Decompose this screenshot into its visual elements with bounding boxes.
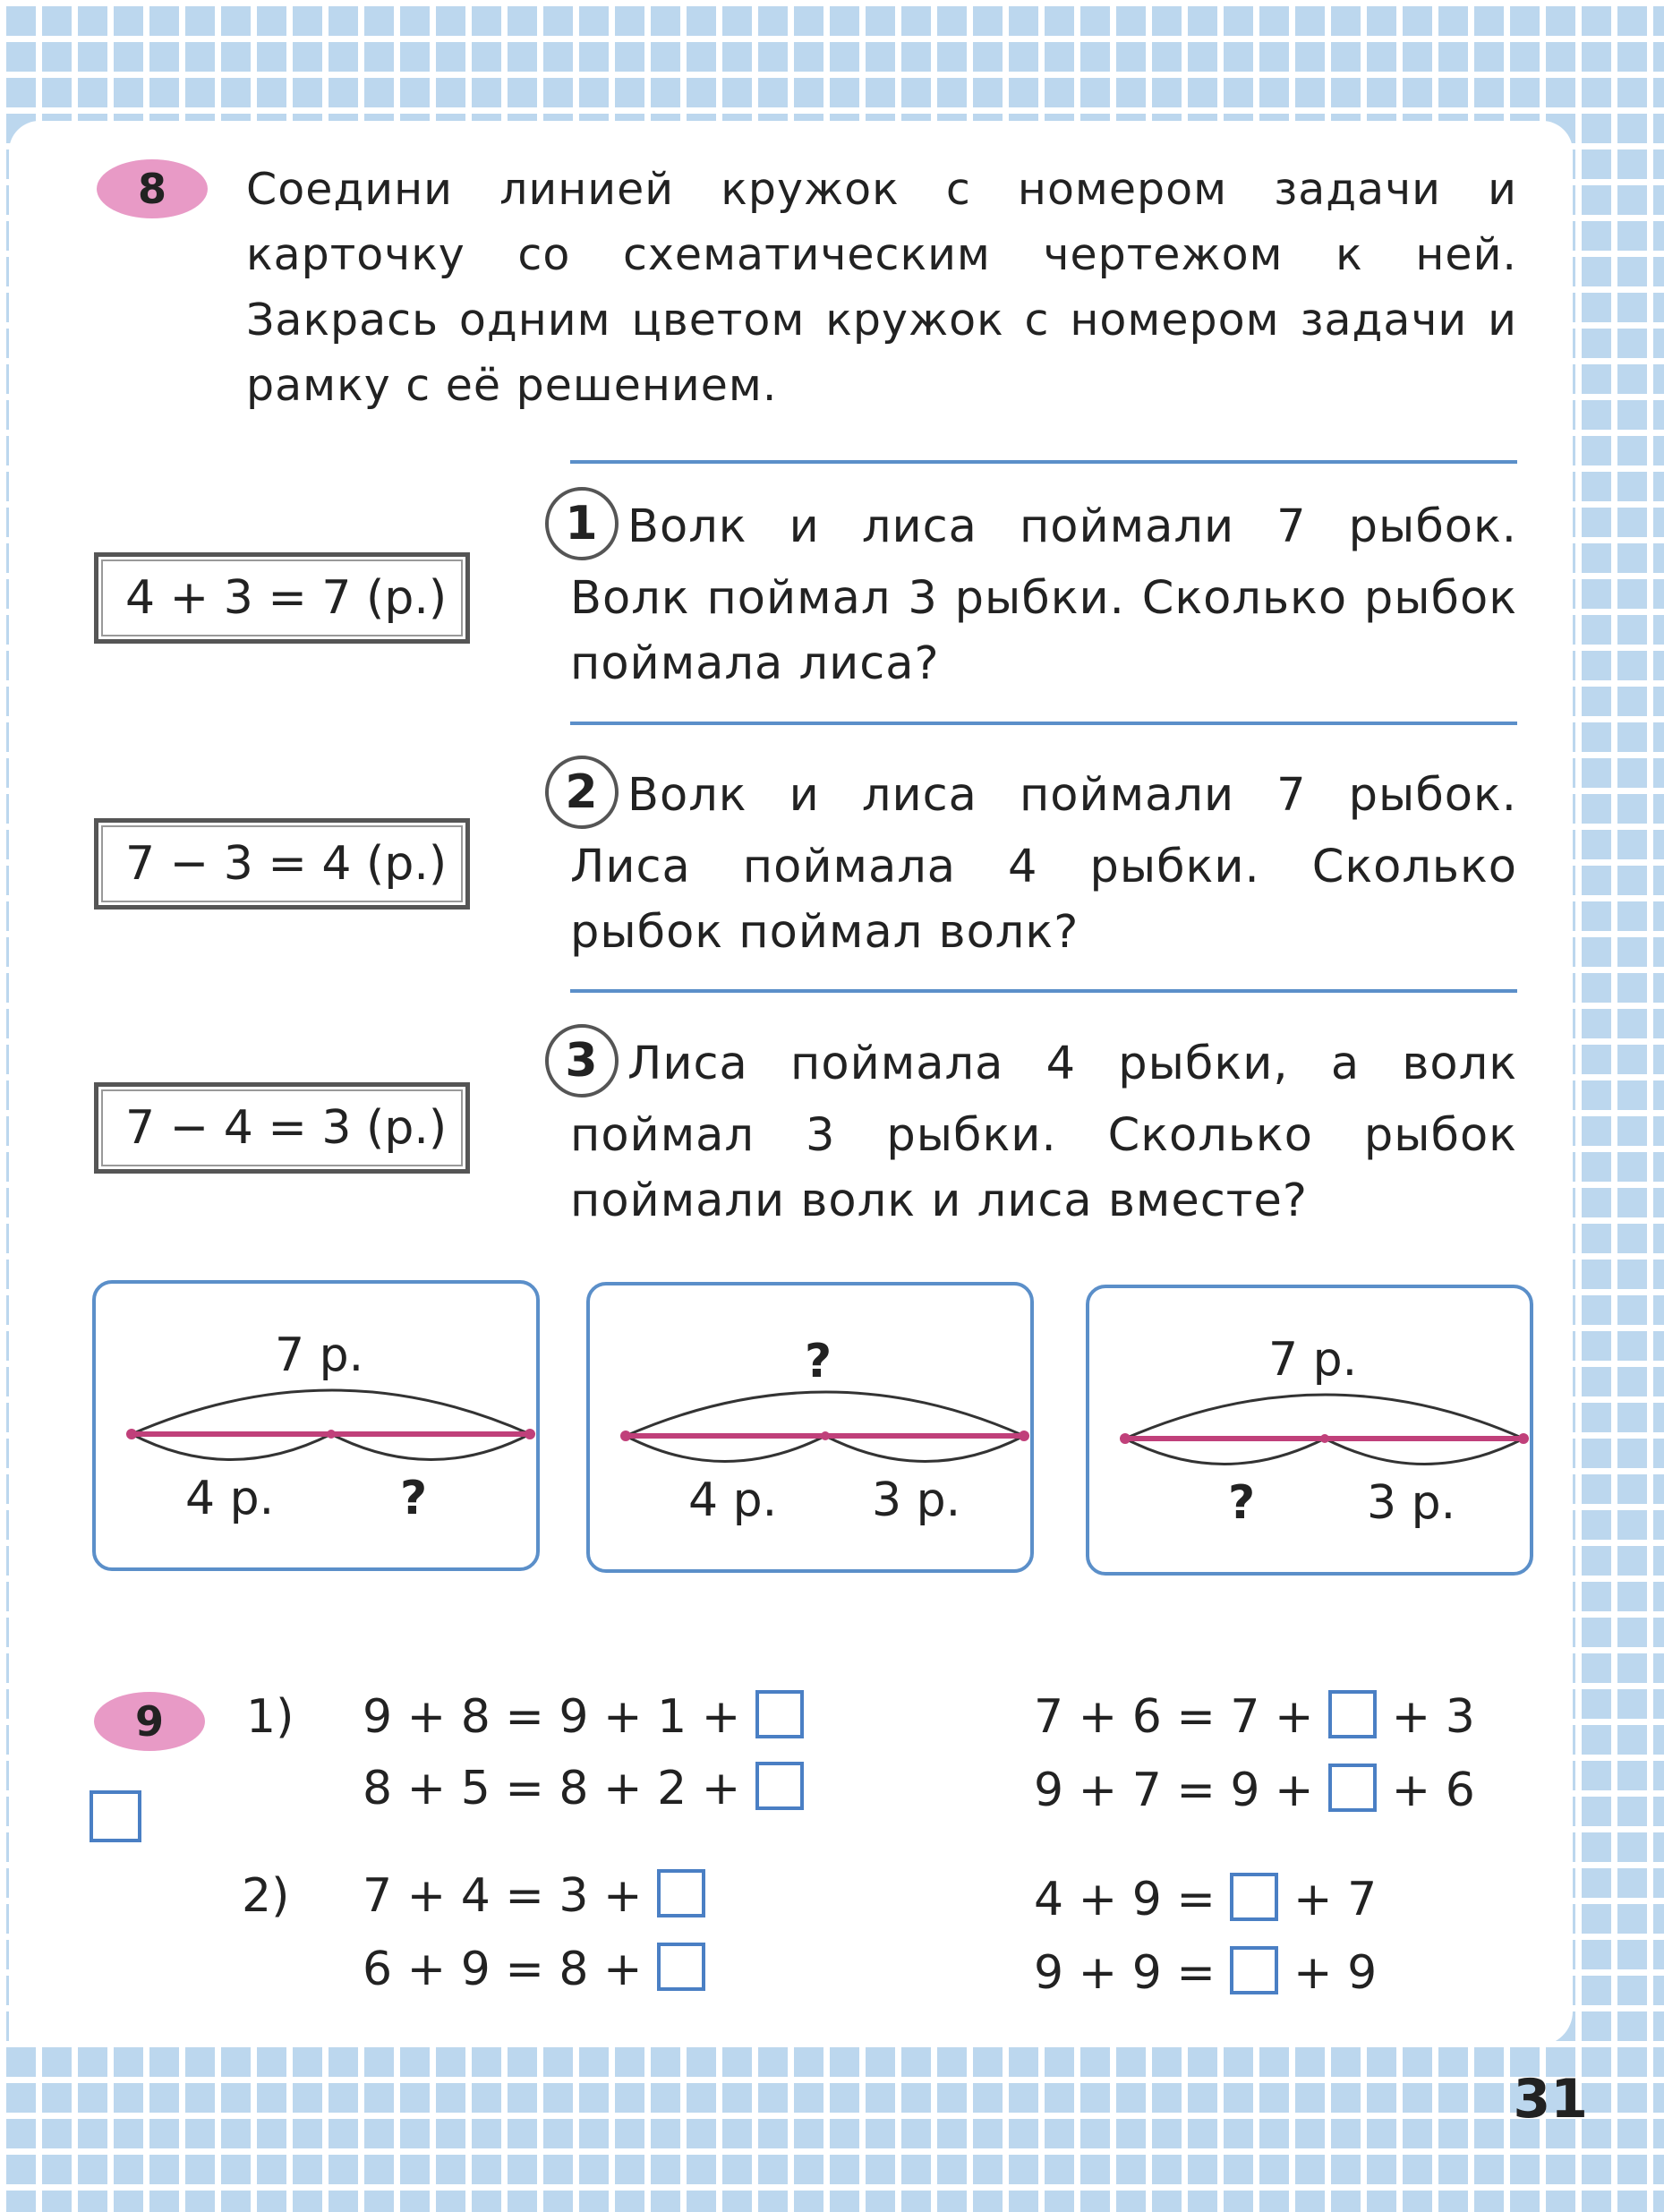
divider-line <box>570 989 1517 993</box>
equation-text: 7 + 6 = 7 + <box>1034 1690 1314 1744</box>
equation-text: 6 + 9 = 8 + <box>363 1943 643 1996</box>
task-8-instruction: Соедини линией кружок с номером задачи и карточку со схематическим чертежом к ней. Закрась одним цветом кружок с номером задачи и рамку с её решением. <box>246 164 1517 411</box>
answer-square[interactable] <box>1230 1873 1278 1921</box>
part-1-label: 1) <box>246 1690 294 1744</box>
problem-3-text: Лиса поймала 4 рыбки, а волк поймал 3 рыбки. Сколько рыбок поймали волк и лиса вместе? <box>570 1038 1517 1227</box>
diagram-right-label: 3 р. <box>872 1473 961 1527</box>
answer-square[interactable] <box>755 1690 804 1738</box>
equation-row <box>363 1943 705 1996</box>
equation-row <box>363 1762 804 1815</box>
answer-square[interactable] <box>755 1762 804 1810</box>
task-8-badge <box>97 159 208 218</box>
answer-card-1[interactable] <box>94 552 470 644</box>
equation-text: 7 + 4 = 3 + <box>363 1869 643 1923</box>
diagram-left-label: 4 р. <box>185 1472 275 1525</box>
diagram-total-label: 7 р. <box>1268 1333 1358 1387</box>
answer-card-text: 7 − 4 = 3 (р.) <box>125 1101 448 1155</box>
equation-row <box>363 1690 804 1744</box>
equation-text: 9 + 7 = 9 + <box>1034 1764 1314 1817</box>
problem-1 <box>565 492 1517 696</box>
diagram-right-label: ? <box>400 1472 428 1525</box>
problem-1-circle[interactable]: 1 <box>545 487 619 560</box>
diagram-total-label: 7 р. <box>275 1328 364 1382</box>
diagram-right-label: 3 р. <box>1367 1476 1456 1530</box>
equation-row <box>1034 1764 1475 1817</box>
problem-2-text: Волк и лиса поймали 7 рыбок. Лиса поймала 4 рыбки. Сколько рыбок поймал волк? <box>570 769 1517 959</box>
equation-row <box>1034 1873 1377 1926</box>
equation-text: 9 + 9 = <box>1034 1946 1216 2000</box>
equation-text: 8 + 5 = 8 + 2 + <box>363 1762 741 1815</box>
divider-line <box>570 460 1517 464</box>
problem-3-circle[interactable]: 3 <box>545 1024 619 1097</box>
answer-card-text: 7 − 3 = 4 (р.) <box>125 837 448 891</box>
task-9-number: 9 <box>134 1697 164 1746</box>
equation-row <box>1034 1690 1475 1744</box>
page-number: 31 <box>1513 2068 1588 2131</box>
equation-text: + 3 <box>1391 1690 1475 1744</box>
answer-card-3[interactable] <box>94 1082 470 1174</box>
answer-square[interactable] <box>657 1869 705 1917</box>
equation-text: 4 + 9 = <box>1034 1873 1216 1926</box>
problem-3 <box>565 1029 1517 1234</box>
diagram-card-1[interactable] <box>92 1280 540 1571</box>
equation-row <box>1034 1946 1377 2000</box>
part-2-label: 2) <box>242 1869 290 1923</box>
diagram-total-label: ? <box>805 1335 832 1388</box>
answer-card-2[interactable] <box>94 818 470 910</box>
answer-square[interactable] <box>1328 1764 1377 1812</box>
problem-2-circle[interactable]: 2 <box>545 756 619 829</box>
diagram-left-label: ? <box>1228 1476 1256 1530</box>
problem-2 <box>565 761 1517 965</box>
equation-row <box>363 1869 705 1923</box>
task-9-badge <box>94 1692 205 1751</box>
equation-text: + 7 <box>1293 1873 1378 1926</box>
divider-line <box>570 722 1517 725</box>
equation-text: 9 + 8 = 9 + 1 + <box>363 1690 741 1744</box>
segment-diagram <box>590 1285 1037 1576</box>
diagram-card-2[interactable] <box>586 1282 1034 1573</box>
equation-text: + 6 <box>1391 1764 1475 1817</box>
task-8-number: 8 <box>137 165 166 213</box>
answer-card-text: 4 + 3 = 7 (р.) <box>125 571 448 625</box>
problem-1-text: Волк и лиса поймали 7 рыбок. Волк поймал 3 рыбки. Сколько рыбок поймала лиса? <box>570 500 1517 690</box>
answer-square[interactable] <box>1328 1690 1377 1738</box>
answer-square[interactable] <box>657 1943 705 1991</box>
diagram-left-label: 4 р. <box>688 1473 778 1527</box>
equation-text: + 9 <box>1293 1946 1378 2000</box>
segment-diagram <box>1089 1288 1537 1579</box>
answer-square[interactable] <box>1230 1946 1278 1994</box>
segment-diagram <box>96 1284 543 1575</box>
self-check-square[interactable] <box>90 1790 141 1842</box>
diagram-card-3[interactable] <box>1086 1285 1533 1576</box>
